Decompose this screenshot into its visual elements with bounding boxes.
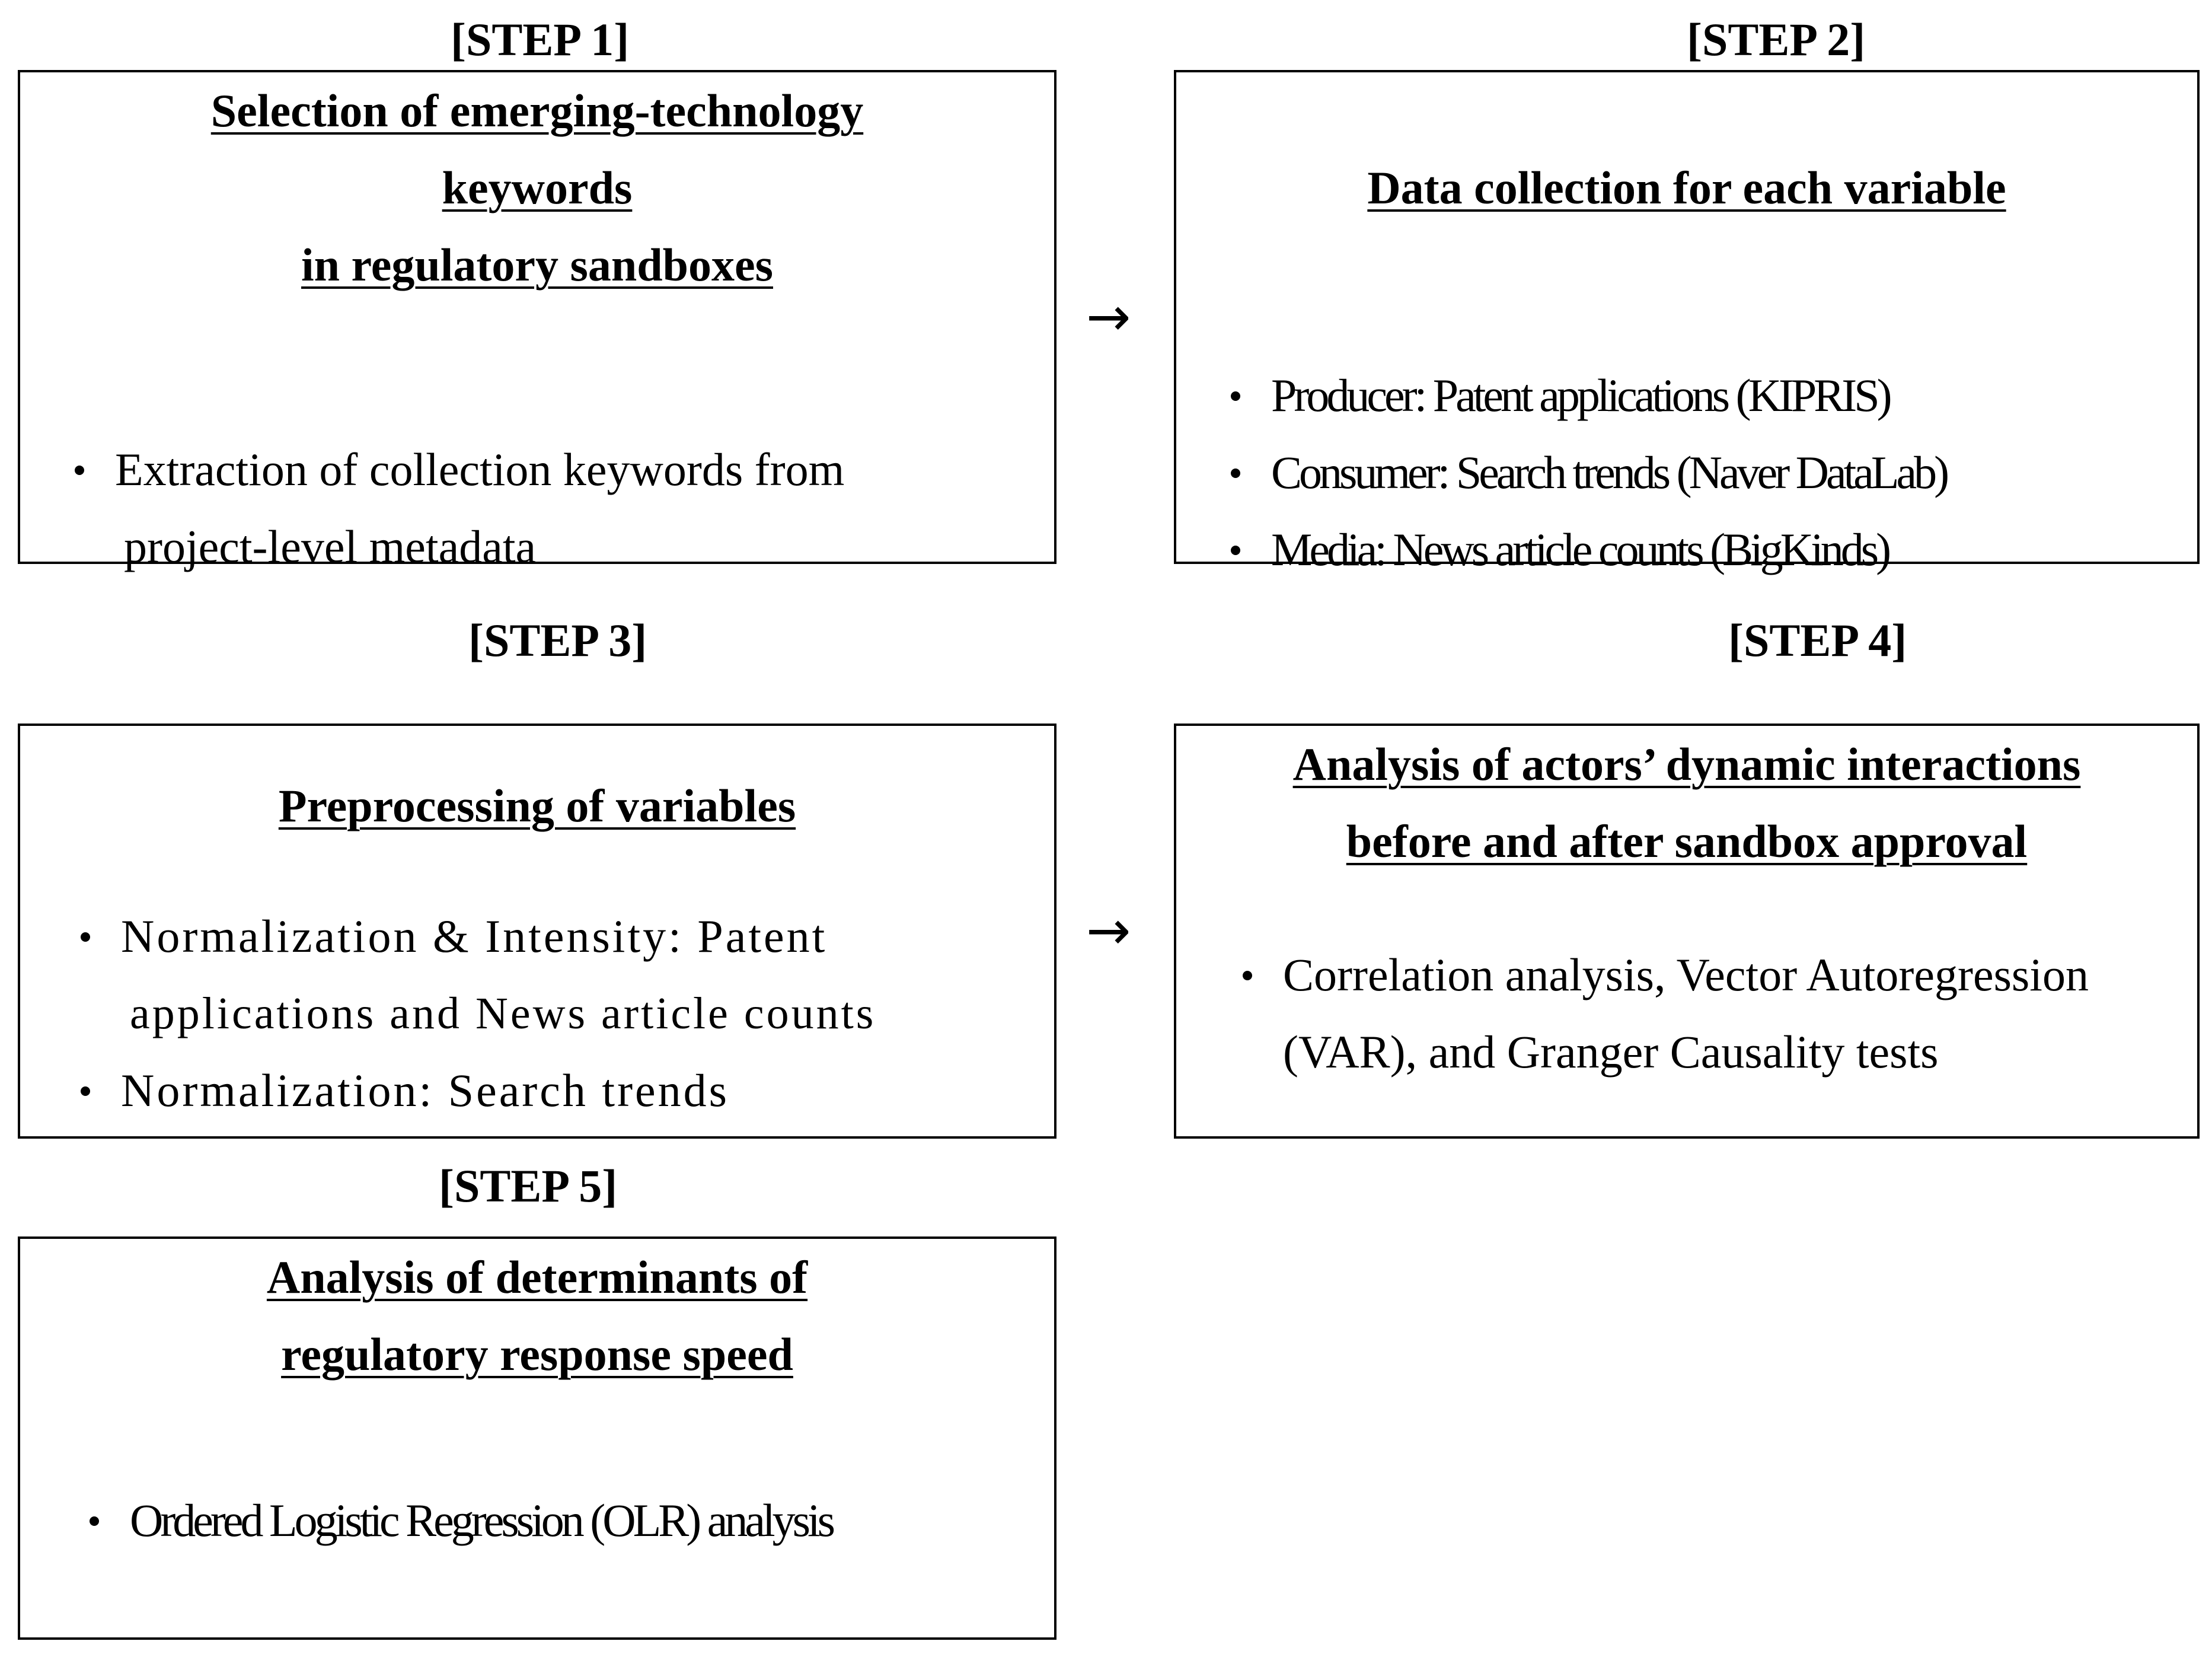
step-4-title xyxy=(1176,726,2197,880)
step-5-bullets xyxy=(65,1482,832,1559)
step-1-title-line-1: Selection of emerging-technology xyxy=(210,85,864,136)
list-item: Producer: Patent applications (KIPRIS) xyxy=(1206,357,1946,434)
step-4-label: [STEP 4] xyxy=(1728,614,1907,666)
step-5-label: [STEP 5] xyxy=(439,1160,618,1212)
step-2-bullets xyxy=(1206,357,1946,588)
step-3-bullets xyxy=(56,898,827,975)
step-3-bullet-continuation: applications and News article counts xyxy=(130,989,876,1038)
step-1-bullets xyxy=(50,431,844,508)
list-item: Correlation analysis, Vector Autoregression xyxy=(1218,936,2089,1014)
step-1-box xyxy=(18,70,1056,572)
step-1-title-line-3: in regulatory sandboxes xyxy=(301,239,773,291)
step-2-label: [STEP 2] xyxy=(1687,14,1866,65)
step-4-bullet-continuation: (VAR), and Granger Causality tests xyxy=(1283,1026,1939,1078)
step-3-title xyxy=(20,767,1054,844)
step-1-title-line-2: keywords xyxy=(442,162,633,213)
step-4-title-line-2: before and after sandbox approval xyxy=(1346,815,2028,867)
step-3-bullets-2 xyxy=(56,1052,729,1129)
right-arrow-icon: → xyxy=(1086,286,1131,348)
step-4-box xyxy=(1174,724,2200,1139)
list-item: Normalization & Intensity: Patent xyxy=(56,898,827,975)
step-5-title-line-1: Analysis of determinants of xyxy=(266,1251,808,1303)
step-2-title-line-1: Data collection for each variable xyxy=(1367,162,2006,213)
step-5-box xyxy=(18,1236,1056,1640)
step-3-title-line-1: Preprocessing of variables xyxy=(278,780,796,831)
list-item: Extraction of collection keywords from xyxy=(50,431,844,508)
step-3-box xyxy=(18,724,1056,1139)
step-2-box xyxy=(1174,70,2200,575)
step-4-title-line-1: Analysis of actors’ dynamic interactions xyxy=(1292,738,2081,790)
right-arrow-icon: → xyxy=(1086,900,1131,962)
step-3-label: [STEP 3] xyxy=(468,614,647,666)
step-1-title xyxy=(20,72,1054,304)
step-4-bullets xyxy=(1218,936,2089,1014)
list-item: Consumer: Search trends (Naver DataLab) xyxy=(1206,434,1946,511)
step-1-bullet-continuation: project-level metadata xyxy=(124,521,537,572)
list-item: Normalization: Search trends xyxy=(56,1052,729,1129)
step-1-label: [STEP 1] xyxy=(451,14,630,65)
list-item: Media: News article counts (BigKinds) xyxy=(1206,511,1946,588)
step-5-title-line-2: regulatory response speed xyxy=(281,1328,793,1380)
step-5-title xyxy=(20,1239,1054,1393)
step-2-title xyxy=(1176,149,2197,227)
list-item: Ordered Logistic Regression (OLR) analysis xyxy=(65,1482,832,1559)
